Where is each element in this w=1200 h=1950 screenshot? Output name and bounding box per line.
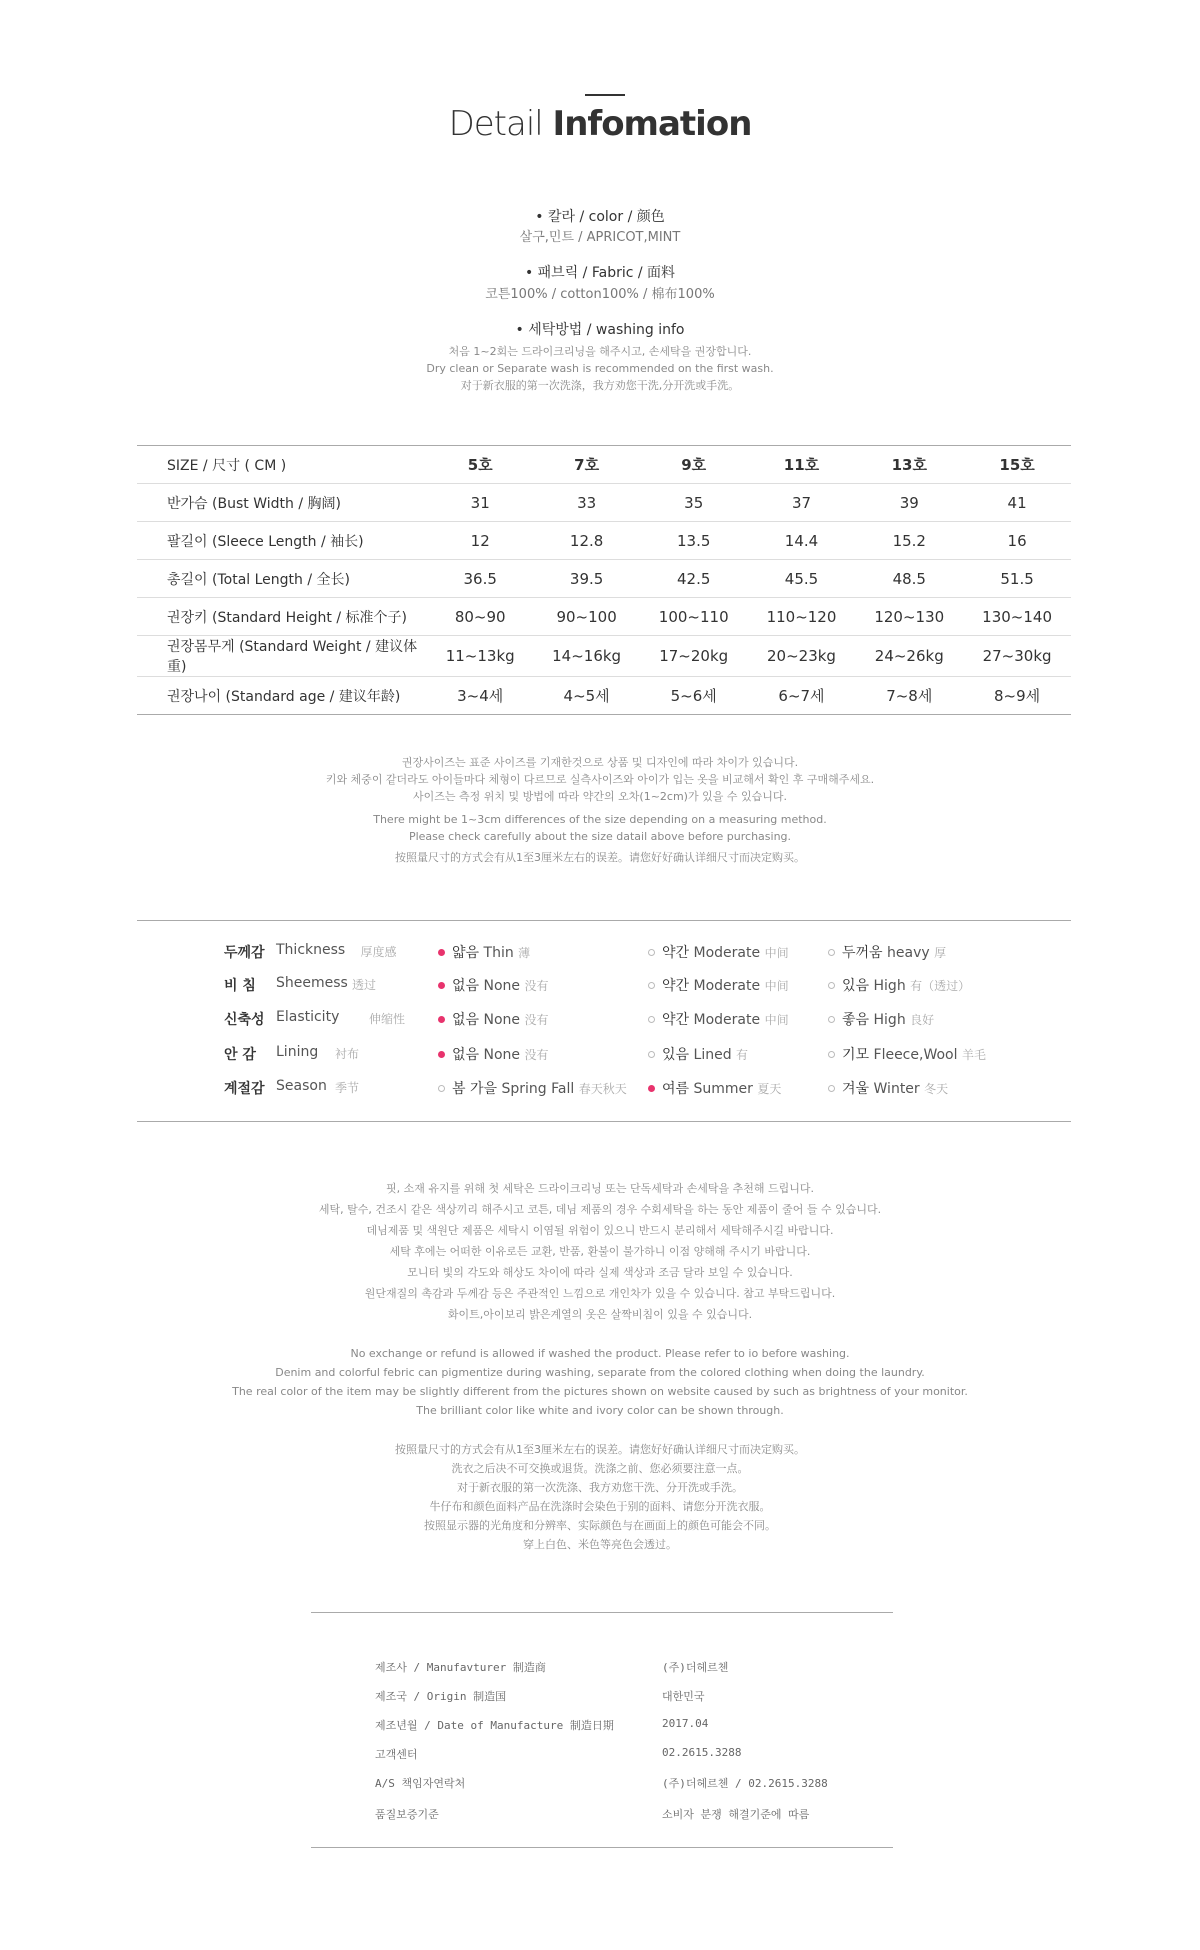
property-ko: 비 침 (224, 978, 256, 994)
table-cell: 8~9세 (994, 687, 1041, 705)
property-en: Season (276, 1078, 327, 1094)
option-label (662, 1044, 748, 1064)
care-line: 원단재질의 촉감과 두께감 등은 주관적인 느낌으로 개인차가 있을 수 있습니다. 참고 부탁드립니다. (364, 1287, 836, 1300)
care-line: The real color of the item may be slightly different from the pictures shown on website caused by such as brightness of your monitor. (232, 1385, 968, 1398)
option-ko: 약간 (662, 945, 690, 961)
table-row (137, 598, 1071, 636)
size-col: 7호 (574, 456, 600, 474)
option-label (842, 975, 970, 995)
size-note: 권장사이즈는 표준 사이즈를 기재한것으로 상품 및 디자인에 따라 차이가 있습니다. (401, 756, 799, 769)
option-ko: 겨울 (842, 1081, 870, 1097)
table-row (137, 522, 1071, 560)
table-cell: 90~100 (556, 607, 617, 626)
table-row (137, 677, 1071, 715)
table-cell: 120~130 (874, 607, 945, 626)
size-note: There might be 1~3cm differences of the size depending on a measuring method. (373, 813, 827, 826)
table-cell: 20~23kg (767, 647, 836, 665)
care-line: 세탁, 탈수, 건조시 같은 색상끼리 해주시고 코튼, 데님 제품의 경우 수회세탁을 하는 동안 제품이 줄어 들 수 있습니다. (318, 1203, 882, 1216)
option-cn: 春天秋天 (578, 1082, 627, 1096)
option-cn: 厚 (934, 946, 947, 960)
unselected-dot-icon (648, 949, 655, 956)
option-ko: 없음 (452, 978, 480, 994)
row-label: 권장몸무게 (Standard Weight / 建议体重) (167, 639, 418, 675)
option-ko: 약간 (662, 1012, 690, 1028)
page-title (0, 104, 1200, 144)
care-line: 화이트,아이보리 밝은계열의 옷은 살짝비침이 있을 수 있습니다. (447, 1308, 753, 1321)
option-en: Fleece,Wool (873, 1047, 958, 1063)
table-cell: 48.5 (892, 569, 926, 588)
row-label: 팔길이 (Sleece Length / 袖长) (167, 533, 364, 550)
table-row (137, 560, 1071, 598)
unselected-dot-icon (828, 1016, 835, 1023)
care-line: 牛仔布和颜色面料产品在洗涤时会染色于别的面料、请您分开洗衣服。 (429, 1500, 771, 1513)
care-line: 모니터 빛의 각도와 해상도 차이에 따라 실제 색상과 조금 달라 보일 수 있습니다. (407, 1266, 793, 1279)
property-ko: 안 감 (224, 1047, 256, 1063)
size-col: 9호 (681, 456, 707, 474)
option-en: High (873, 1012, 906, 1028)
selected-dot-icon (438, 949, 445, 956)
table-row (137, 636, 1071, 677)
table-cell: 39 (899, 493, 919, 512)
row-label: 총길이 (Total Length / 全长) (167, 571, 350, 588)
property-row (0, 1044, 1200, 1064)
unselected-dot-icon (648, 1051, 655, 1058)
table-cell: 36.5 (463, 569, 497, 588)
option-cn: 没有 (524, 1013, 549, 1027)
table-cell: 12 (470, 531, 490, 550)
title-bold: Infomation (552, 104, 752, 144)
property-en: Sheemess (276, 975, 348, 991)
unselected-dot-icon (828, 1051, 835, 1058)
table-cell: 37 (791, 493, 812, 512)
fabric-value: 코튼100% / cotton100% / 棉布100% (485, 287, 715, 302)
size-col: 5호 (467, 456, 493, 474)
size-col: 11호 (783, 456, 820, 474)
option-en: None (483, 1047, 521, 1063)
manufacturer-label: 제조사 / Manufavturer 制造商 (375, 1661, 546, 1674)
option-en: Summer (693, 1081, 753, 1097)
table-cell: 7~8세 (886, 687, 933, 705)
size-col: 13호 (891, 456, 927, 474)
table-cell: 4~5세 (563, 687, 610, 705)
care-line: 对于新衣服的第一次洗涤、我方劝您干洗、分开洗或手洗。 (457, 1481, 743, 1494)
selected-dot-icon (438, 1051, 445, 1058)
property-ko: 신축성 (224, 1012, 265, 1028)
option-label (452, 1009, 549, 1029)
property-row (0, 942, 1200, 962)
option-en: Moderate (693, 1012, 761, 1028)
care-line: No exchange or refund is allowed if washed the product. Please refer to io before washing. (350, 1347, 850, 1360)
option-en: Spring Fall (501, 1081, 575, 1097)
manufacturer-value: 2017.04 (662, 1717, 709, 1730)
unselected-dot-icon (648, 982, 655, 989)
option-ko: 봄 가을 (452, 1081, 498, 1097)
option-label (662, 975, 789, 995)
washing-line: Dry clean or Separate wash is recommended on the first wash. (426, 362, 774, 375)
option-ko: 있음 (842, 978, 870, 994)
property-row (0, 975, 1200, 995)
manufacturer-value: (주)더헤르첸 (662, 1661, 729, 1674)
option-cn: 没有 (524, 979, 549, 993)
table-cell: 12.8 (569, 531, 604, 550)
color-heading: • 칼라 / color / 颜色 (535, 209, 665, 225)
option-label (842, 1009, 934, 1029)
option-ko: 좋음 (842, 1012, 870, 1028)
option-label (842, 1044, 986, 1064)
option-cn: 羊毛 (961, 1048, 986, 1062)
option-en: Moderate (693, 978, 761, 994)
option-cn: 有（透过） (910, 979, 971, 993)
table-cell: 31 (470, 493, 490, 512)
option-label (662, 942, 789, 962)
care-line: 핏, 소재 유지를 위해 첫 세탁은 드라이크리닝 또는 단독세탁과 손세탁을 추천해 드립니다. (386, 1182, 814, 1195)
option-en: None (483, 1012, 521, 1028)
table-cell: 130~140 (982, 607, 1052, 626)
unselected-dot-icon (438, 1085, 445, 1092)
table-cell: 17~20kg (659, 647, 729, 665)
property-en: Elasticity (276, 1009, 340, 1025)
care-line: 세탁 후에는 어떠한 이유로든 교환, 반품, 환불이 불가하니 이점 양해해 주시기 바랍니다. (389, 1245, 811, 1258)
option-en: None (483, 978, 521, 994)
manufacturer-value: 소비자 분쟁 해결기준에 따름 (662, 1808, 810, 1821)
row-label: 권장나이 (Standard age / 建议年龄) (167, 688, 401, 705)
property-cn: 透过 (352, 978, 377, 992)
table-cell: 5~6세 (670, 687, 717, 705)
property-cn: 厚度感 (360, 945, 397, 959)
option-ko: 없음 (452, 1012, 480, 1028)
table-cell: 100~110 (658, 607, 729, 626)
table-cell: 35 (684, 493, 704, 512)
table-cell: 27~30kg (982, 647, 1052, 665)
size-table-header (137, 446, 1071, 484)
table-cell: 16 (1007, 531, 1027, 550)
care-line: 按照显示器的光角度和分辨率、实际颜色与在画面上的颜色可能会不同。 (424, 1519, 776, 1532)
option-cn: 中间 (764, 979, 789, 993)
washing-line: 对于新衣服的第一次洗涤，我方劝您干洗,分开洗或手洗。 (460, 379, 740, 392)
table-cell: 33 (577, 493, 597, 512)
option-cn: 中间 (764, 1013, 789, 1027)
option-ko: 기모 (842, 1047, 870, 1063)
selected-dot-icon (438, 982, 445, 989)
table-cell: 3~4세 (457, 687, 504, 705)
table-cell: 14~16kg (552, 647, 622, 665)
table-cell: 110~120 (766, 607, 837, 626)
care-line: 데님제품 및 색원단 제품은 세탁시 이염될 위험이 있으니 반드시 분리해서 세탁해주시길 바랍니다. (366, 1224, 834, 1237)
option-ko: 없음 (452, 1047, 480, 1063)
row-label: 반가슴 (Bust Width / 胸阔) (167, 495, 341, 512)
table-cell: 24~26kg (874, 647, 944, 665)
table-cell: 42.5 (677, 569, 711, 588)
property-cn: 伸缩性 (369, 1012, 406, 1026)
table-cell: 41 (1007, 493, 1027, 512)
table-row (137, 484, 1071, 522)
table-cell: 11~13kg (445, 647, 515, 665)
manufacturer-value: 02.2615.3288 (662, 1746, 742, 1759)
care-line: 穿上白色、米色等亮色会透过。 (523, 1538, 677, 1551)
table-cell: 80~90 (454, 607, 506, 626)
manufacturer-value: (주)더헤르첸 / 02.2615.3288 (662, 1777, 828, 1790)
unselected-dot-icon (648, 1016, 655, 1023)
selected-dot-icon (648, 1085, 655, 1092)
option-ko: 약간 (662, 978, 690, 994)
care-line: 按照量尺寸的方式会有从1至3厘米左右的误差。请您好好确认详细尺寸而决定购买。 (395, 1443, 805, 1456)
manufacturer-label: 제조국 / Origin 制造国 (375, 1690, 507, 1703)
size-note: 사이즈는 측정 위치 및 방법에 따라 약간의 오차(1~2cm)가 있을 수 있습니다. (413, 790, 787, 803)
table-cell: 6~7세 (778, 687, 825, 705)
option-label (452, 1044, 549, 1064)
unselected-dot-icon (828, 949, 835, 956)
divider (137, 920, 1071, 921)
manufacturer-label: 고객센터 (375, 1748, 418, 1761)
table-cell: 13.5 (677, 531, 711, 550)
divider (137, 1121, 1071, 1122)
option-label (662, 1078, 781, 1098)
option-en: Thin (483, 945, 514, 961)
option-cn: 没有 (524, 1048, 549, 1062)
option-en: heavy (887, 945, 930, 961)
option-cn: 良好 (910, 1013, 935, 1027)
title-light: Detail (448, 104, 553, 144)
unselected-dot-icon (828, 1085, 835, 1092)
option-cn: 冬天 (924, 1082, 949, 1096)
selected-dot-icon (438, 1016, 445, 1023)
property-ko: 계절감 (224, 1081, 265, 1097)
divider (311, 1847, 893, 1848)
property-row (0, 1078, 1200, 1098)
washing-heading: • 세탁방법 / washing info (515, 322, 685, 338)
option-ko: 여름 (662, 1081, 690, 1097)
manufacturer-label: A/S 책임자연락처 (375, 1777, 466, 1790)
color-value: 살구,민트 / APRICOT,MINT (519, 230, 681, 245)
option-ko: 있음 (662, 1047, 690, 1063)
property-cn: 衬布 (335, 1047, 360, 1061)
option-label (842, 942, 946, 962)
property-row (0, 1009, 1200, 1029)
option-ko: 두꺼움 (842, 945, 883, 961)
table-cell: 14.4 (784, 531, 819, 550)
size-note: 按照量尺寸的方式会有从1至3厘米左右的误差。请您好好确认详细尺寸而决定购买。 (395, 851, 805, 864)
care-line: The brilliant color like white and ivory color can be shown through. (416, 1404, 784, 1417)
option-ko: 얇음 (452, 945, 480, 961)
option-en: High (873, 978, 906, 994)
fabric-heading: • 패브릭 / Fabric / 面料 (524, 265, 676, 281)
option-en: Winter (873, 1081, 920, 1097)
care-line: 洗衣之后决不可交换或退货。洗涤之前、您必须要注意一点。 (451, 1462, 749, 1475)
option-cn: 夏天 (757, 1082, 782, 1096)
size-note: Please check carefully about the size datail above before purchasing. (408, 830, 792, 843)
option-cn: 有 (736, 1048, 749, 1062)
manufacturer-label: 품질보증기준 (375, 1808, 439, 1821)
property-en: Lining (276, 1044, 319, 1060)
size-table (137, 445, 1071, 715)
option-cn: 中间 (764, 946, 789, 960)
washing-line: 처음 1~2회는 드라이크리닝을 해주시고, 손세탁을 권장합니다. (448, 345, 752, 358)
manufacturer-label: 제조년월 / Date of Manufacture 制造日期 (375, 1719, 614, 1732)
option-en: Moderate (693, 945, 761, 961)
property-en: Thickness (276, 942, 346, 958)
option-cn: 薄 (518, 946, 531, 960)
care-line: Denim and colorful febric can pigmentize during washing, separate from the colored clothing when doing the laundry. (275, 1366, 925, 1379)
unselected-dot-icon (828, 982, 835, 989)
size-note: 키와 체중이 같더라도 아이들마다 체형이 다르므로 실측사이즈와 아이가 입는 옷을 비교해서 확인 후 구매해주세요. (325, 773, 875, 786)
size-col: 15호 (999, 456, 1035, 474)
row-label: 권장키 (Standard Height / 标准个子) (167, 609, 407, 626)
table-cell: 45.5 (784, 569, 819, 588)
option-en: Lined (693, 1047, 732, 1063)
table-cell: 39.5 (569, 569, 604, 588)
property-cn: 季节 (335, 1081, 360, 1095)
title-divider (585, 94, 625, 96)
table-cell: 15.2 (892, 531, 926, 550)
table-cell: 51.5 (1000, 569, 1034, 588)
property-ko: 두께감 (224, 945, 265, 961)
option-label (452, 942, 530, 962)
manufacturer-value: 대한민국 (662, 1690, 705, 1703)
size-header-label: SIZE / 尺寸 ( CM ) (167, 457, 287, 474)
option-label (452, 1078, 627, 1098)
divider (311, 1612, 893, 1613)
option-label (452, 975, 549, 995)
option-label (662, 1009, 789, 1029)
option-label (842, 1078, 948, 1098)
